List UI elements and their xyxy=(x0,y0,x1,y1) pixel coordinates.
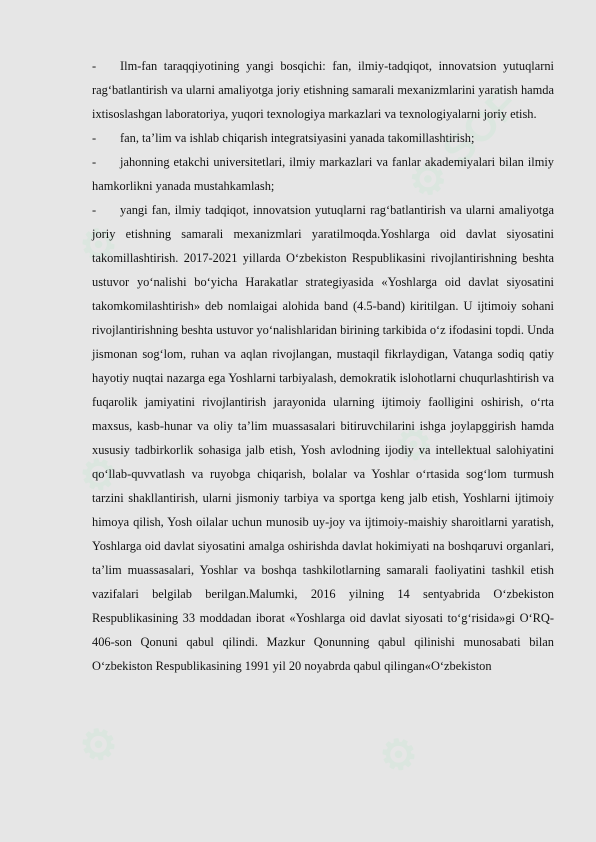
bullet-marker: - xyxy=(92,155,97,169)
bullet-marker: - xyxy=(92,59,97,73)
bullet-item xyxy=(92,198,554,678)
watermark: ⚙ xyxy=(68,214,129,275)
watermark: ⚙ xyxy=(368,724,429,785)
watermark: ⚙ xyxy=(383,414,444,475)
watermark: ⚙ xyxy=(68,444,129,505)
bullet-item xyxy=(92,126,554,150)
bullet-item xyxy=(92,54,554,126)
watermark: ⚙ SOF xyxy=(398,79,528,210)
bullet-marker: - xyxy=(92,203,97,217)
bullet-text: Ilm-fan taraqqiyotining yangi bosqichi: fan, ilmiy-tadqiqot, innovatsion yutuqlarni rag‘batlantirish va ularni amaliyotga joriy etishning samarali mexanizmlarini yaratish hamda ixtisoslashgan laboratoriya, yuqori texnologiya markazlari va texnologiyalarni joriy etish. xyxy=(92,59,554,121)
bullet-text: yangi fan, ilmiy tadqiqot, innovatsion yutuqlarni rag‘batlantirish va ularni amaliyotga joriy etishning samarali mexanizmlari yaratilmoqda.Yoshlarga oid davlat siyosatini takomillashtirish. 2017-2021 yillarda O‘zbekiston Respublikasini rivojlantirishning beshta ustuvor yo‘nalishi bo‘yicha Harakatlar strategiyasida «Yoshlarga oid davlat siyosatini takomkomilashtirish» deb nomlaigai alohida band (4.5-band) kiritilgan. U ijtimoiy sohani rivojlantirishning beshta ustuvor yo‘nalishlaridan birining tarkibida o‘z ifodasini topdi. Unda jismonan sog‘lom, ruhan va aqlan rivojlangan, mustaqil fikrlaydigan, Vatanga sodiq qatiy hayotiy nuqtai nazarga ega Yoshlarni tarbiyalash, demokratik islohotlarni chuqurlashtirish va fuqarolik jamiyatini rivojlantirish jarayonida ularning ijtimoiy faolligini oshirish, o‘rta maxsus, kasb-hunar va oliy ta’lim muassasalari bitiruvchilarini ishga joylapggirish hamda xususiy tadbirkorlik sohasiga jalb etish, Yosh avlodning ijodiy va intellektual salohiyatini qo‘llab-quvvatlash va ruyobga chiqarish, bolalar va Yoshlar o‘rtasida sog‘lom turmush tarzini shakllantirish, ularni jismoniy tarbiya va sportga keng jalb etish, Yoshlarni ijtimoiy himoya qilish, Yosh oilalar uchun munosib uy-joy va ijtimoiy-maishiy sharoitlarni yaratish, Yoshlarga oid davlat siyosatini amalga oshirishda davlat hokimiyati na boshqaruvi organlari, ta’lim muassasalari, Yoshlar va boshqa tashkilotlarning samarali faoliyatini tashkil etish vazifalari belgilab berilgan.Malumki, 2016 yilning 14 sentyabrida O‘zbekiston Respublikasining 33 moddadan iborat «Yoshlarga oid davlat siyosati to‘g‘risida»gi O‘RQ-406-son Qonuni qabul qilindi. Mazkur Qonunning qabul qilinishi munosabati bilan O‘zbekiston Respublikasining 1991 yil 20 noyabrda qabul qilingan«O‘zbekiston xyxy=(92,203,554,673)
body-text xyxy=(92,54,554,678)
watermark: ⚙ xyxy=(68,714,129,775)
bullet-text: fan, ta’lim va ishlab chiqarish integratsiyasini yanada takomillashtirish; xyxy=(120,131,475,145)
bullet-marker: - xyxy=(92,131,97,145)
bullet-item xyxy=(92,150,554,198)
bullet-text: jahonning etakchi universitetlari, ilmiy markazlari va fanlar akademiyalari bilan ilmiy hamkorlikni yanada mustahkamlash; xyxy=(92,155,554,193)
